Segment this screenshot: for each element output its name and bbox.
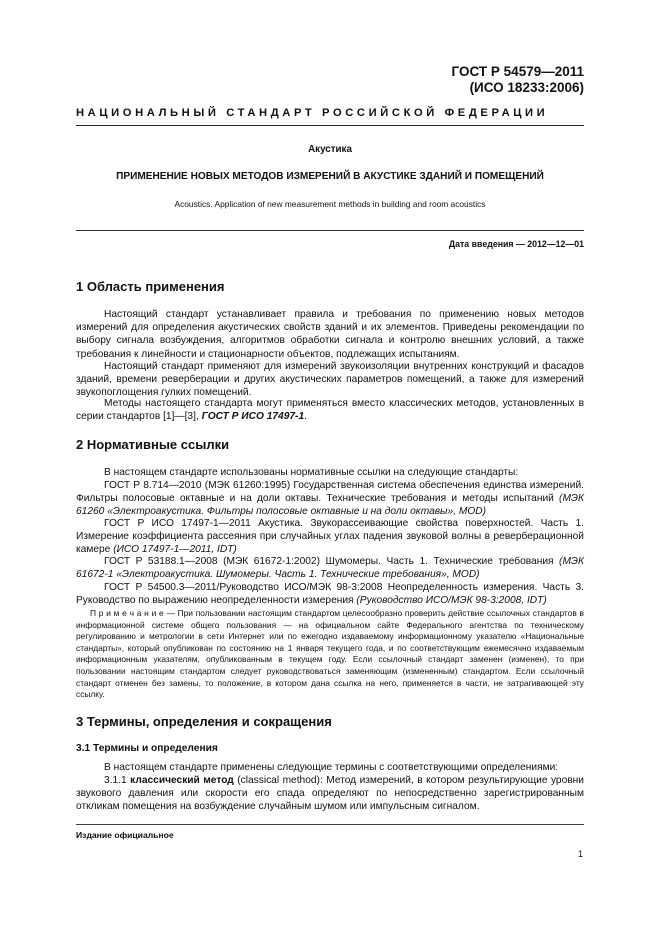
section-1-p3-end: . <box>304 411 307 423</box>
page-number: 1 <box>577 849 583 859</box>
footer-rule <box>76 824 584 825</box>
topic-label: Акустика <box>308 144 352 155</box>
normative-reference-4 <box>76 581 584 607</box>
standard-number: ГОСТ Р 54579—2011 <box>451 64 584 79</box>
term-3-1-1 <box>76 774 584 814</box>
section-1-paragraph-3 <box>76 397 584 423</box>
note-text: — При пользовании настоящим стандартом целесообразно проверить действие ссылочных стандартов в информационной системе общего пользования — на официальном сайте Федерального агентства по техническому регулированию и метрологии в сети Интернет или по ежегодно издаваемому информационному указателю «Национальные стандарты», который опубликован по состоянию на 1 января текущего года, и по соответствующим ежемесячно издаваемым информационным указателям, опубликованным в текущем году. Если ссылочный стандарт заменен (изменен), то при пользовании настоящим стандартом следует руководствоваться заменяющим (измененным) стандартом. Если ссылочный стандарт отменен без замены, то положение, в котором дана ссылка на него, применяется в части, не затрагивающей эту ссылку. <box>76 608 584 700</box>
official-edition-label: Издание официальное <box>76 830 174 840</box>
section-2-heading: 2 Нормативные ссылки <box>76 437 230 452</box>
section-1-paragraph-1: Настоящий стандарт устанавливает правила и требования по применению новых методов измерений для определения акустических свойств зданий и их элементов. Приведены рекомендации по выбору сигнала возбуждения, алгоритмов обработки сигнала и контролю внешних условий, а также требования к линейности и стационарности объектов, подлежащих испытаниям. <box>76 309 584 360</box>
document-title-english: Acoustics. Application of new measurement methods in building and room acoustics <box>174 199 486 209</box>
iso-number: (ИСО 18233:2006) <box>469 80 584 95</box>
section-3-intro: В настоящем стандарте применены следующие термины с соответствующими определениями: <box>104 762 559 773</box>
section-1-paragraph-2: Настоящий стандарт применяют для измерений звукоизоляции внутренних конструкций и фасадов зданий, времени реверберации и других акустических параметров помещений, а также для измерений звукопоглощения гулких помещений. <box>76 361 584 399</box>
reference-2-text: ГОСТ Р ИСО 17497-1—2011 Акустика. Звукорассеивающие свойства поверхностей. Часть 1. Измерение коэффициента рассеяния при случайных углах падения звуковой волны в реверберационной камере <box>76 518 584 556</box>
section-1-heading: 1 Область применения <box>76 279 225 294</box>
term-definition: (classical method): Метод измерений, в котором результирующие уровни звукового давления или скорости его спада определяют по непосредственно зарегистрированным откликам помещения на возбуждение случайным шумом или импульсным сигналом. <box>76 775 584 813</box>
reference-4-text: ГОСТ Р 54500.3—2011/Руководство ИСО/МЭК 98-3:2008 Неопределенность измерения. Часть 3. Руководство по выражению неопределенности измерения <box>76 582 584 607</box>
reference-1-text: ГОСТ Р 8.714—2010 (МЭК 61260:1995) Государственная система обеспечения единства измерений. Фильтры полосовые октавные и на доли октавы. Технические требования и методы испытаний <box>76 480 584 505</box>
title-rule <box>76 230 584 231</box>
intro-date: Дата введения — 2012—12—01 <box>448 239 584 249</box>
reference-1-italic: (МЭК 61260 «Электроакустика. Фильтры полосовые октавные и на доли октавы», MOD) <box>76 493 584 518</box>
term-name: классический метод <box>130 775 234 786</box>
section-1-p3-text: Методы настоящего стандарта могут применяться вместо классических методов, установленных в серии стандартов [1]—[3], <box>76 398 584 423</box>
subsection-3-1-heading: 3.1 Термины и определения <box>76 743 218 754</box>
section-1-p3-reference: ГОСТ Р ИСО 17497-1 <box>201 411 305 423</box>
reference-3-italic: (МЭК 61672-1 «Электроакустика. Шумомеры. Часть 1. Технические требования», MOD) <box>76 556 584 581</box>
section-2-intro: В настоящем стандарте использованы нормативные ссылки на следующие стандарты: <box>104 467 519 478</box>
normative-reference-2 <box>76 517 584 557</box>
reference-3-text: ГОСТ Р 53188.1—2008 (МЭК 61672-1:2002) Шумомеры. Часть 1. Технические требования <box>104 556 560 567</box>
reference-2-italic: (ИСО 17497-1—2011, IDT) <box>113 544 237 556</box>
normative-reference-1 <box>76 479 584 519</box>
banner-rule <box>76 125 584 126</box>
note-label: П р и м е ч а н и е <box>90 608 164 618</box>
term-number: 3.1.1 <box>104 775 131 786</box>
reference-4-italic: (Руководство ИСО/МЭК 98-3:2008, IDT) <box>356 595 547 607</box>
section-2-note <box>76 608 584 701</box>
normative-reference-3 <box>76 555 584 581</box>
national-standard-banner: НАЦИОНАЛЬНЫЙ СТАНДАРТ РОССИЙСКОЙ ФЕДЕРАЦИИ <box>76 107 549 119</box>
section-3-heading: 3 Термины, определения и сокращения <box>76 714 332 729</box>
document-title: ПРИМЕНЕНИЕ НОВЫХ МЕТОДОВ ИЗМЕРЕНИЙ В АКУСТИКЕ ЗДАНИЙ И ПОМЕЩЕНИЙ <box>116 171 544 182</box>
